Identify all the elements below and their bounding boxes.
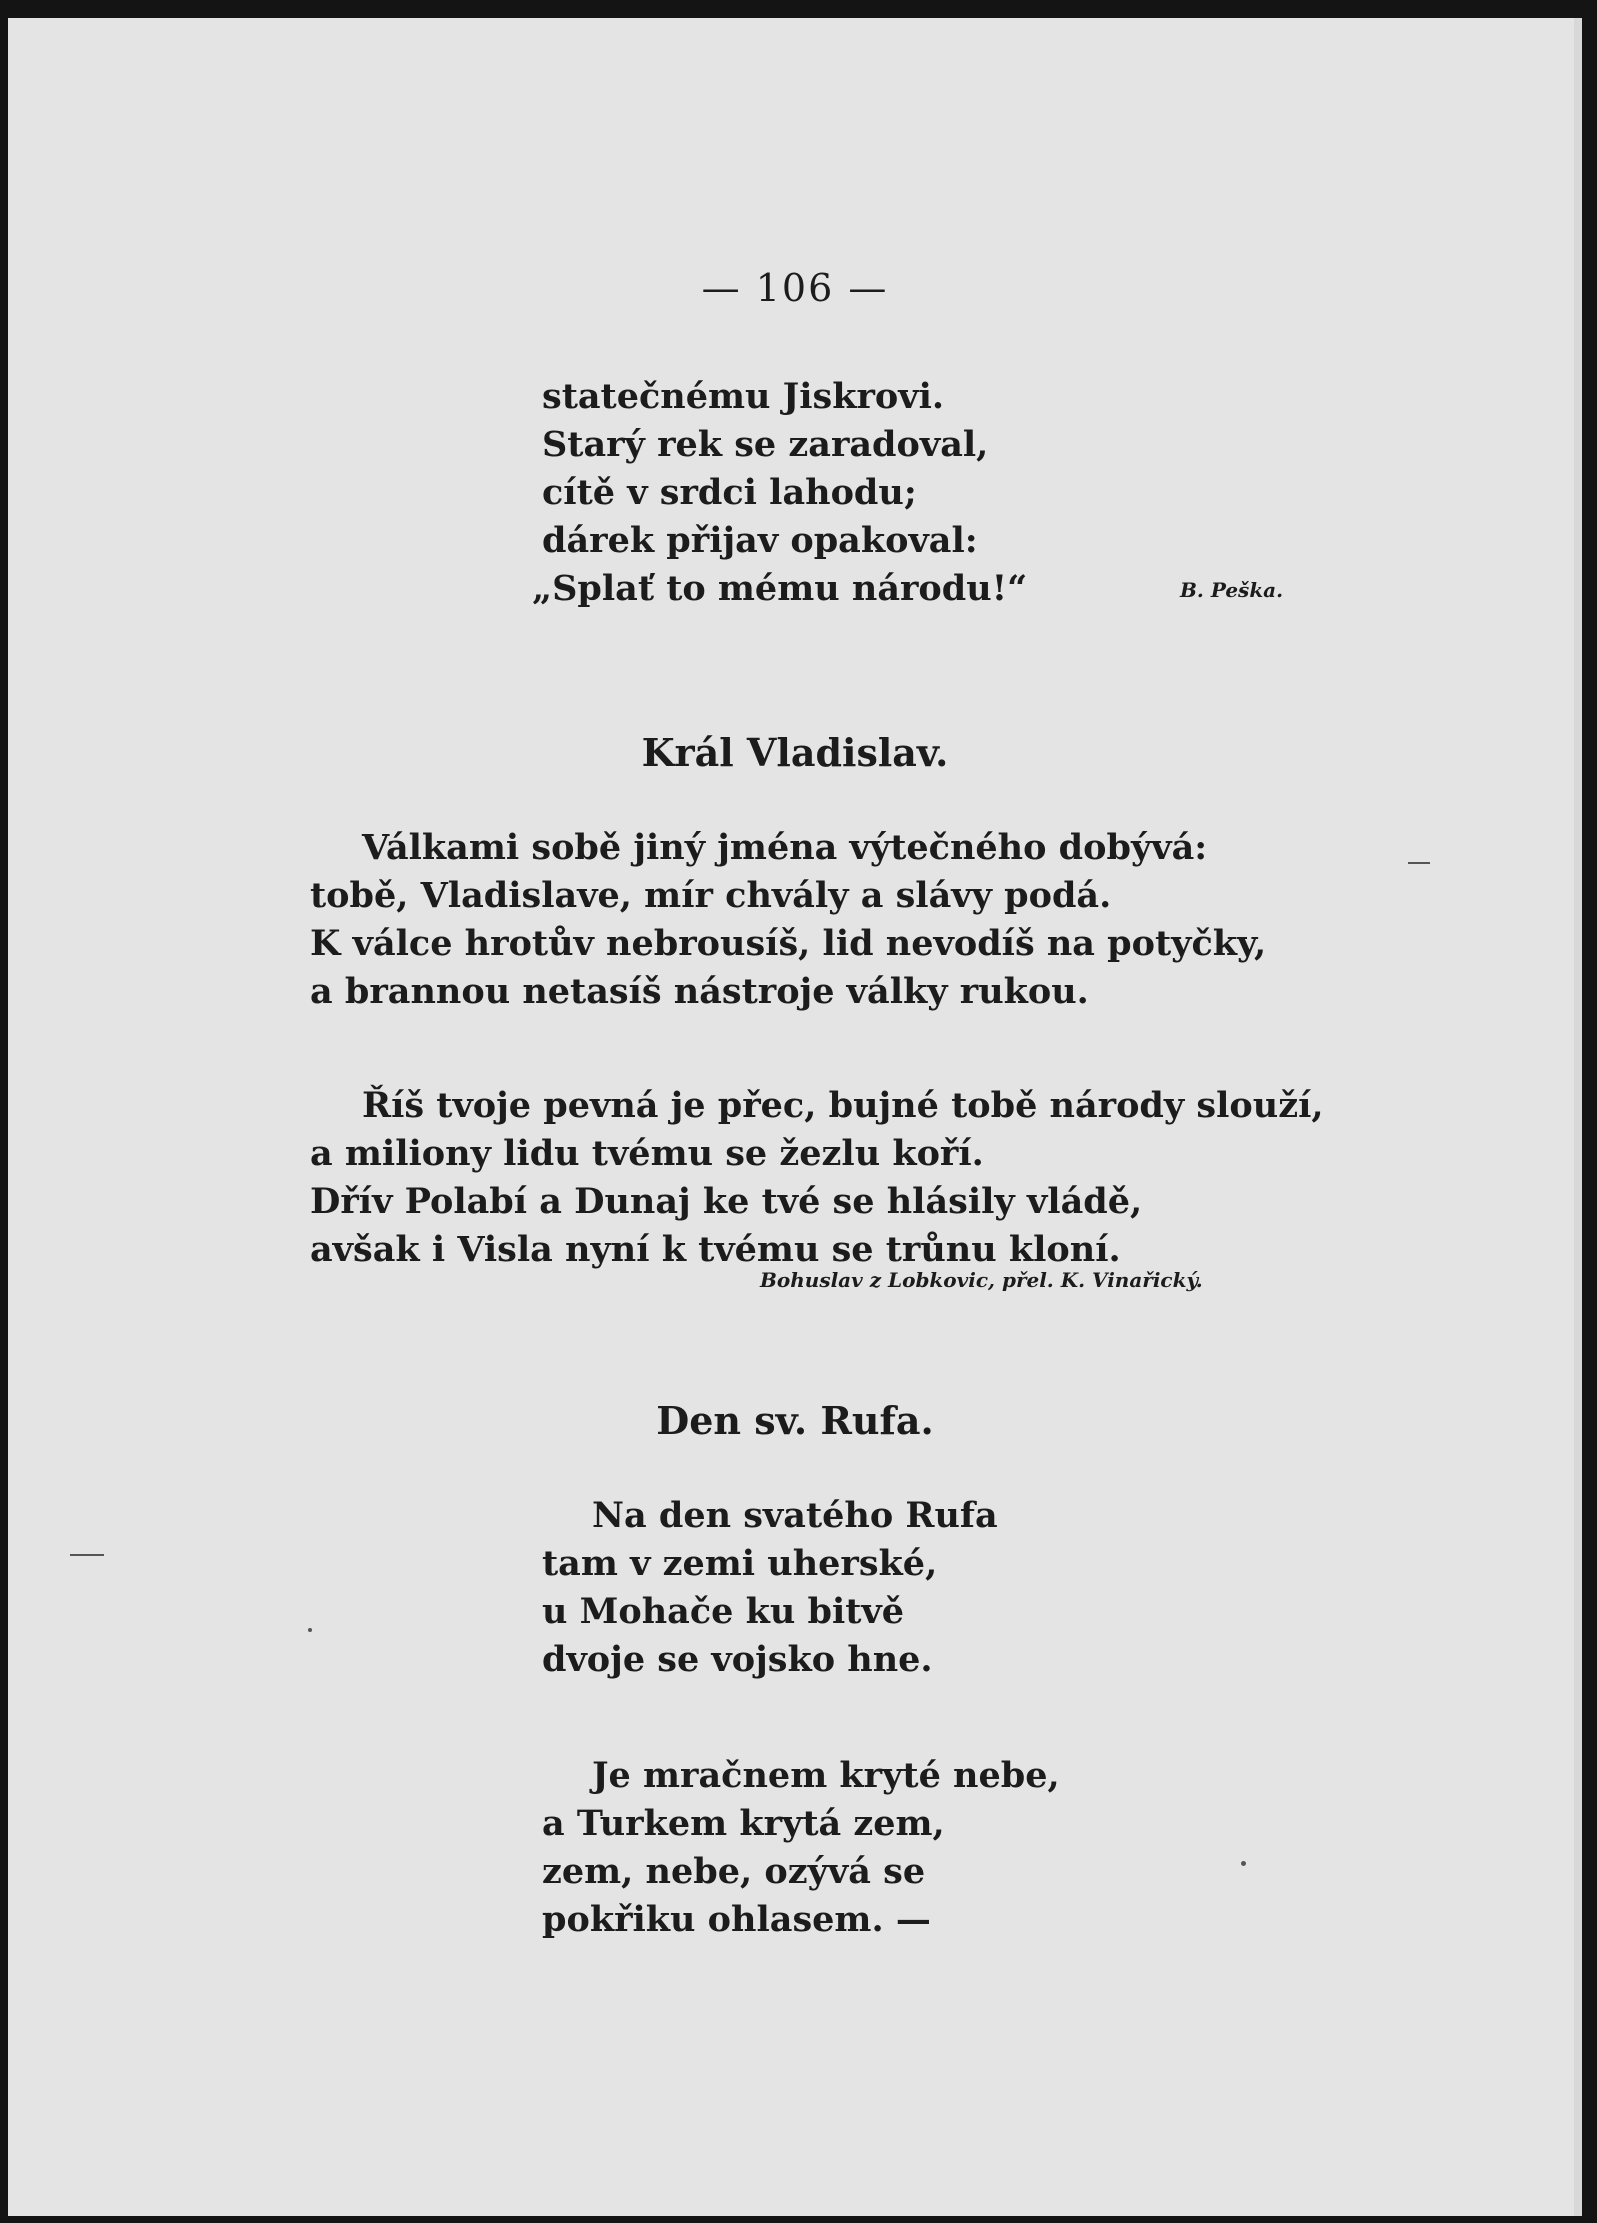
scan-mark — [308, 1628, 312, 1632]
scan-mark — [70, 1554, 104, 1556]
book-page — [8, 18, 1582, 2216]
poem-line: zem, nebe, ozývá se — [542, 1851, 926, 1892]
poem2-attribution: Bohuslav z Lobkovic, přel. K. Vinařický. — [760, 1268, 1203, 1292]
poem-line: tobě, Vladislave, mír chvály a slávy podá. — [310, 875, 1112, 916]
page-number: — 106 — — [701, 266, 889, 310]
poem-line: „Splať to mému národu!“ — [532, 568, 1028, 609]
poem-line: pokřiku ohlasem. — — [542, 1899, 931, 1940]
scan-mark — [1408, 862, 1430, 864]
poem-line: tam v zemi uherské, — [542, 1543, 938, 1584]
poem-line: a brannou netasíš nástroje války rukou. — [310, 971, 1089, 1012]
poem-line: Starý rek se zaradoval, — [542, 424, 989, 465]
poem-line: statečnému Jiskrovi. — [542, 376, 945, 417]
poem-line: Dřív Polabí a Dunaj ke tvé se hlásily vládě, — [310, 1181, 1143, 1222]
poem-line: dárek přijav opakoval: — [542, 520, 978, 561]
poem-line: a Turkem krytá zem, — [542, 1803, 945, 1844]
page-edge — [1574, 18, 1582, 2216]
poem-line: K válce hrotův nebrousíš, lid nevodíš na potyčky, — [310, 923, 1267, 964]
poem-line: u Mohače ku bitvě — [542, 1591, 905, 1632]
scan-mark — [1241, 1861, 1246, 1866]
poem-line: Válkami sobě jiný jména výtečného dobývá: — [362, 827, 1208, 868]
poem-line: dvoje se vojsko hne. — [542, 1639, 933, 1680]
poem2-title: Král Vladislav. — [641, 730, 949, 775]
poem-line: Říš tvoje pevná je přec, bujné tobě národy slouží, — [362, 1085, 1324, 1126]
poem-line: Je mračnem kryté nebe, — [592, 1755, 1060, 1796]
poem-line: a miliony lidu tvému se žezlu koří. — [310, 1133, 984, 1174]
poem-line: Na den svatého Rufa — [592, 1495, 998, 1536]
poem1-attribution: B. Peška. — [1180, 578, 1284, 602]
poem3-title: Den sv. Rufa. — [656, 1398, 934, 1443]
poem-line: avšak i Visla nyní k tvému se trůnu kloní. — [310, 1229, 1121, 1270]
poem-line: cítě v srdci lahodu; — [542, 472, 917, 513]
